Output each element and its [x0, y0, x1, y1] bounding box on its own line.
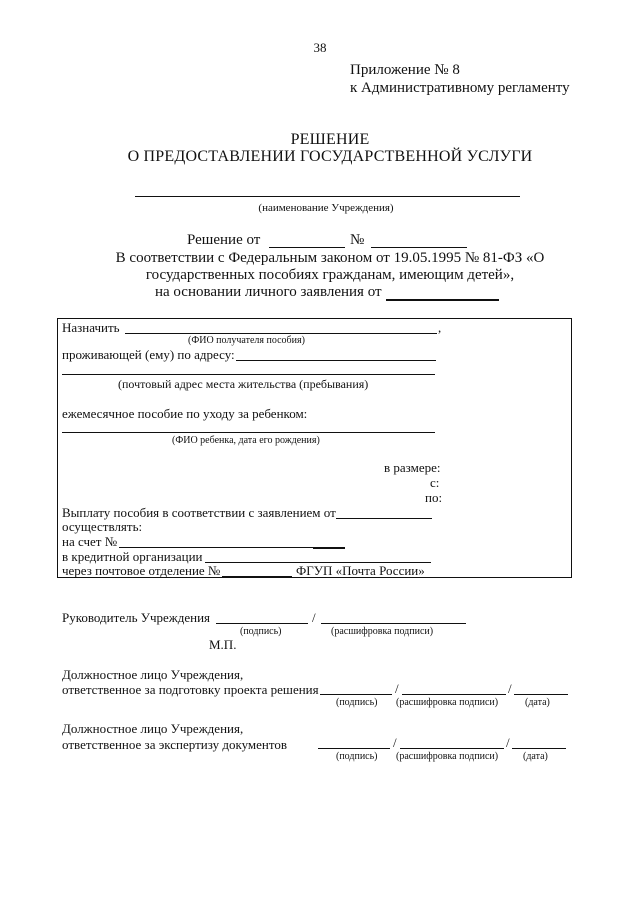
assign-comma: ,: [438, 320, 442, 335]
official2-date-caption: (дата): [523, 751, 548, 762]
address-label: проживающей (ему) по адресу:: [62, 347, 235, 362]
official1-decoding-line[interactable]: [402, 694, 506, 695]
official2-label-line2: ответственное за экспертизу документов: [62, 737, 288, 752]
head-label: Руководитель Учреждения: [62, 610, 211, 625]
recipient-caption: (ФИО получателя пособия): [188, 335, 305, 346]
recipient-name-line[interactable]: [125, 333, 437, 334]
head-slash: /: [312, 610, 316, 625]
child-info-line[interactable]: [62, 432, 435, 433]
page-number: 38: [313, 40, 327, 55]
appendix-regulation: к Административному регламенту: [350, 80, 570, 96]
official1-label-line2: ответственное за подготовку проекта решения: [62, 682, 319, 697]
account-number-line[interactable]: [119, 547, 313, 548]
official1-slash-2: /: [508, 681, 512, 696]
head-decoding-line[interactable]: [321, 623, 466, 624]
post-organization: ФГУП «Почта России»: [296, 563, 425, 578]
head-decoding-caption: (расшифровка подписи): [331, 626, 434, 637]
decision-number-line[interactable]: [371, 247, 467, 248]
head-signature-caption: (подпись): [240, 626, 282, 637]
bank-label: в кредитной организации: [62, 549, 203, 564]
official1-date-caption: (дата): [525, 697, 550, 708]
payment-label-line1: Выплату пособия в соответствии с заявлением от: [62, 505, 336, 520]
document-title: РЕШЕНИЕ: [290, 131, 370, 148]
official2-decoding-caption: (расшифровка подписи): [396, 751, 499, 762]
official1-decoding-caption: (расшифровка подписи): [396, 697, 499, 708]
child-caption: (ФИО ребенка, дата его рождения): [172, 435, 320, 446]
law-reference-line2: государственных пособиях гражданам, имеющим детей»,: [145, 267, 515, 283]
post-office-label: через почтовое отделение №: [62, 563, 221, 578]
official2-slash-2: /: [506, 735, 510, 750]
account-label: на счет №: [62, 534, 118, 549]
institution-caption: (наименование Учреждения): [258, 202, 394, 214]
assign-label: Назначить: [62, 320, 120, 335]
official1-label-line1: Должностное лицо Учреждения,: [62, 667, 244, 682]
amount-label: в размере:: [384, 460, 441, 475]
official2-date-line[interactable]: [512, 748, 566, 749]
official1-signature-caption: (подпись): [336, 697, 378, 708]
address-caption: (почтовый адрес места жительства (пребывания): [118, 377, 369, 391]
address-line-1[interactable]: [236, 360, 436, 361]
allowance-label: ежемесячное пособие по уходу за ребенком:: [62, 406, 308, 421]
appendix-number: Приложение № 8: [350, 62, 460, 78]
post-office-number-line[interactable]: [222, 576, 292, 577]
payment-application-date-line[interactable]: [336, 518, 432, 519]
application-date-line[interactable]: [386, 299, 499, 301]
official1-slash-1: /: [395, 681, 399, 696]
payment-label-line2: осуществлять:: [62, 519, 143, 534]
application-basis-label: на основании личного заявления от: [155, 284, 382, 300]
decision-number-label: №: [350, 232, 365, 248]
official2-slash-1: /: [393, 735, 397, 750]
account-number-line-end: [313, 547, 345, 549]
address-line-2[interactable]: [62, 374, 435, 375]
from-label: с:: [430, 475, 440, 490]
seal-label: М.П.: [209, 637, 237, 652]
official1-signature-line[interactable]: [320, 694, 392, 695]
official2-signature-caption: (подпись): [336, 751, 378, 762]
official2-label-line1: Должностное лицо Учреждения,: [62, 721, 244, 736]
to-label: по:: [425, 490, 443, 505]
official1-date-line[interactable]: [514, 694, 568, 695]
document-subtitle: О ПРЕДОСТАВЛЕНИИ ГОСУДАРСТВЕННОЙ УСЛУГИ: [127, 148, 533, 165]
decision-date-line[interactable]: [269, 247, 345, 248]
head-signature-line[interactable]: [216, 623, 308, 624]
decision-date-label: Решение от: [187, 232, 261, 248]
institution-name-line[interactable]: [135, 196, 520, 197]
official2-signature-line[interactable]: [318, 748, 390, 749]
law-reference-line1: В соответствии с Федеральным законом от 19.05.1995 № 81-ФЗ «О: [115, 250, 545, 266]
official2-decoding-line[interactable]: [400, 748, 504, 749]
